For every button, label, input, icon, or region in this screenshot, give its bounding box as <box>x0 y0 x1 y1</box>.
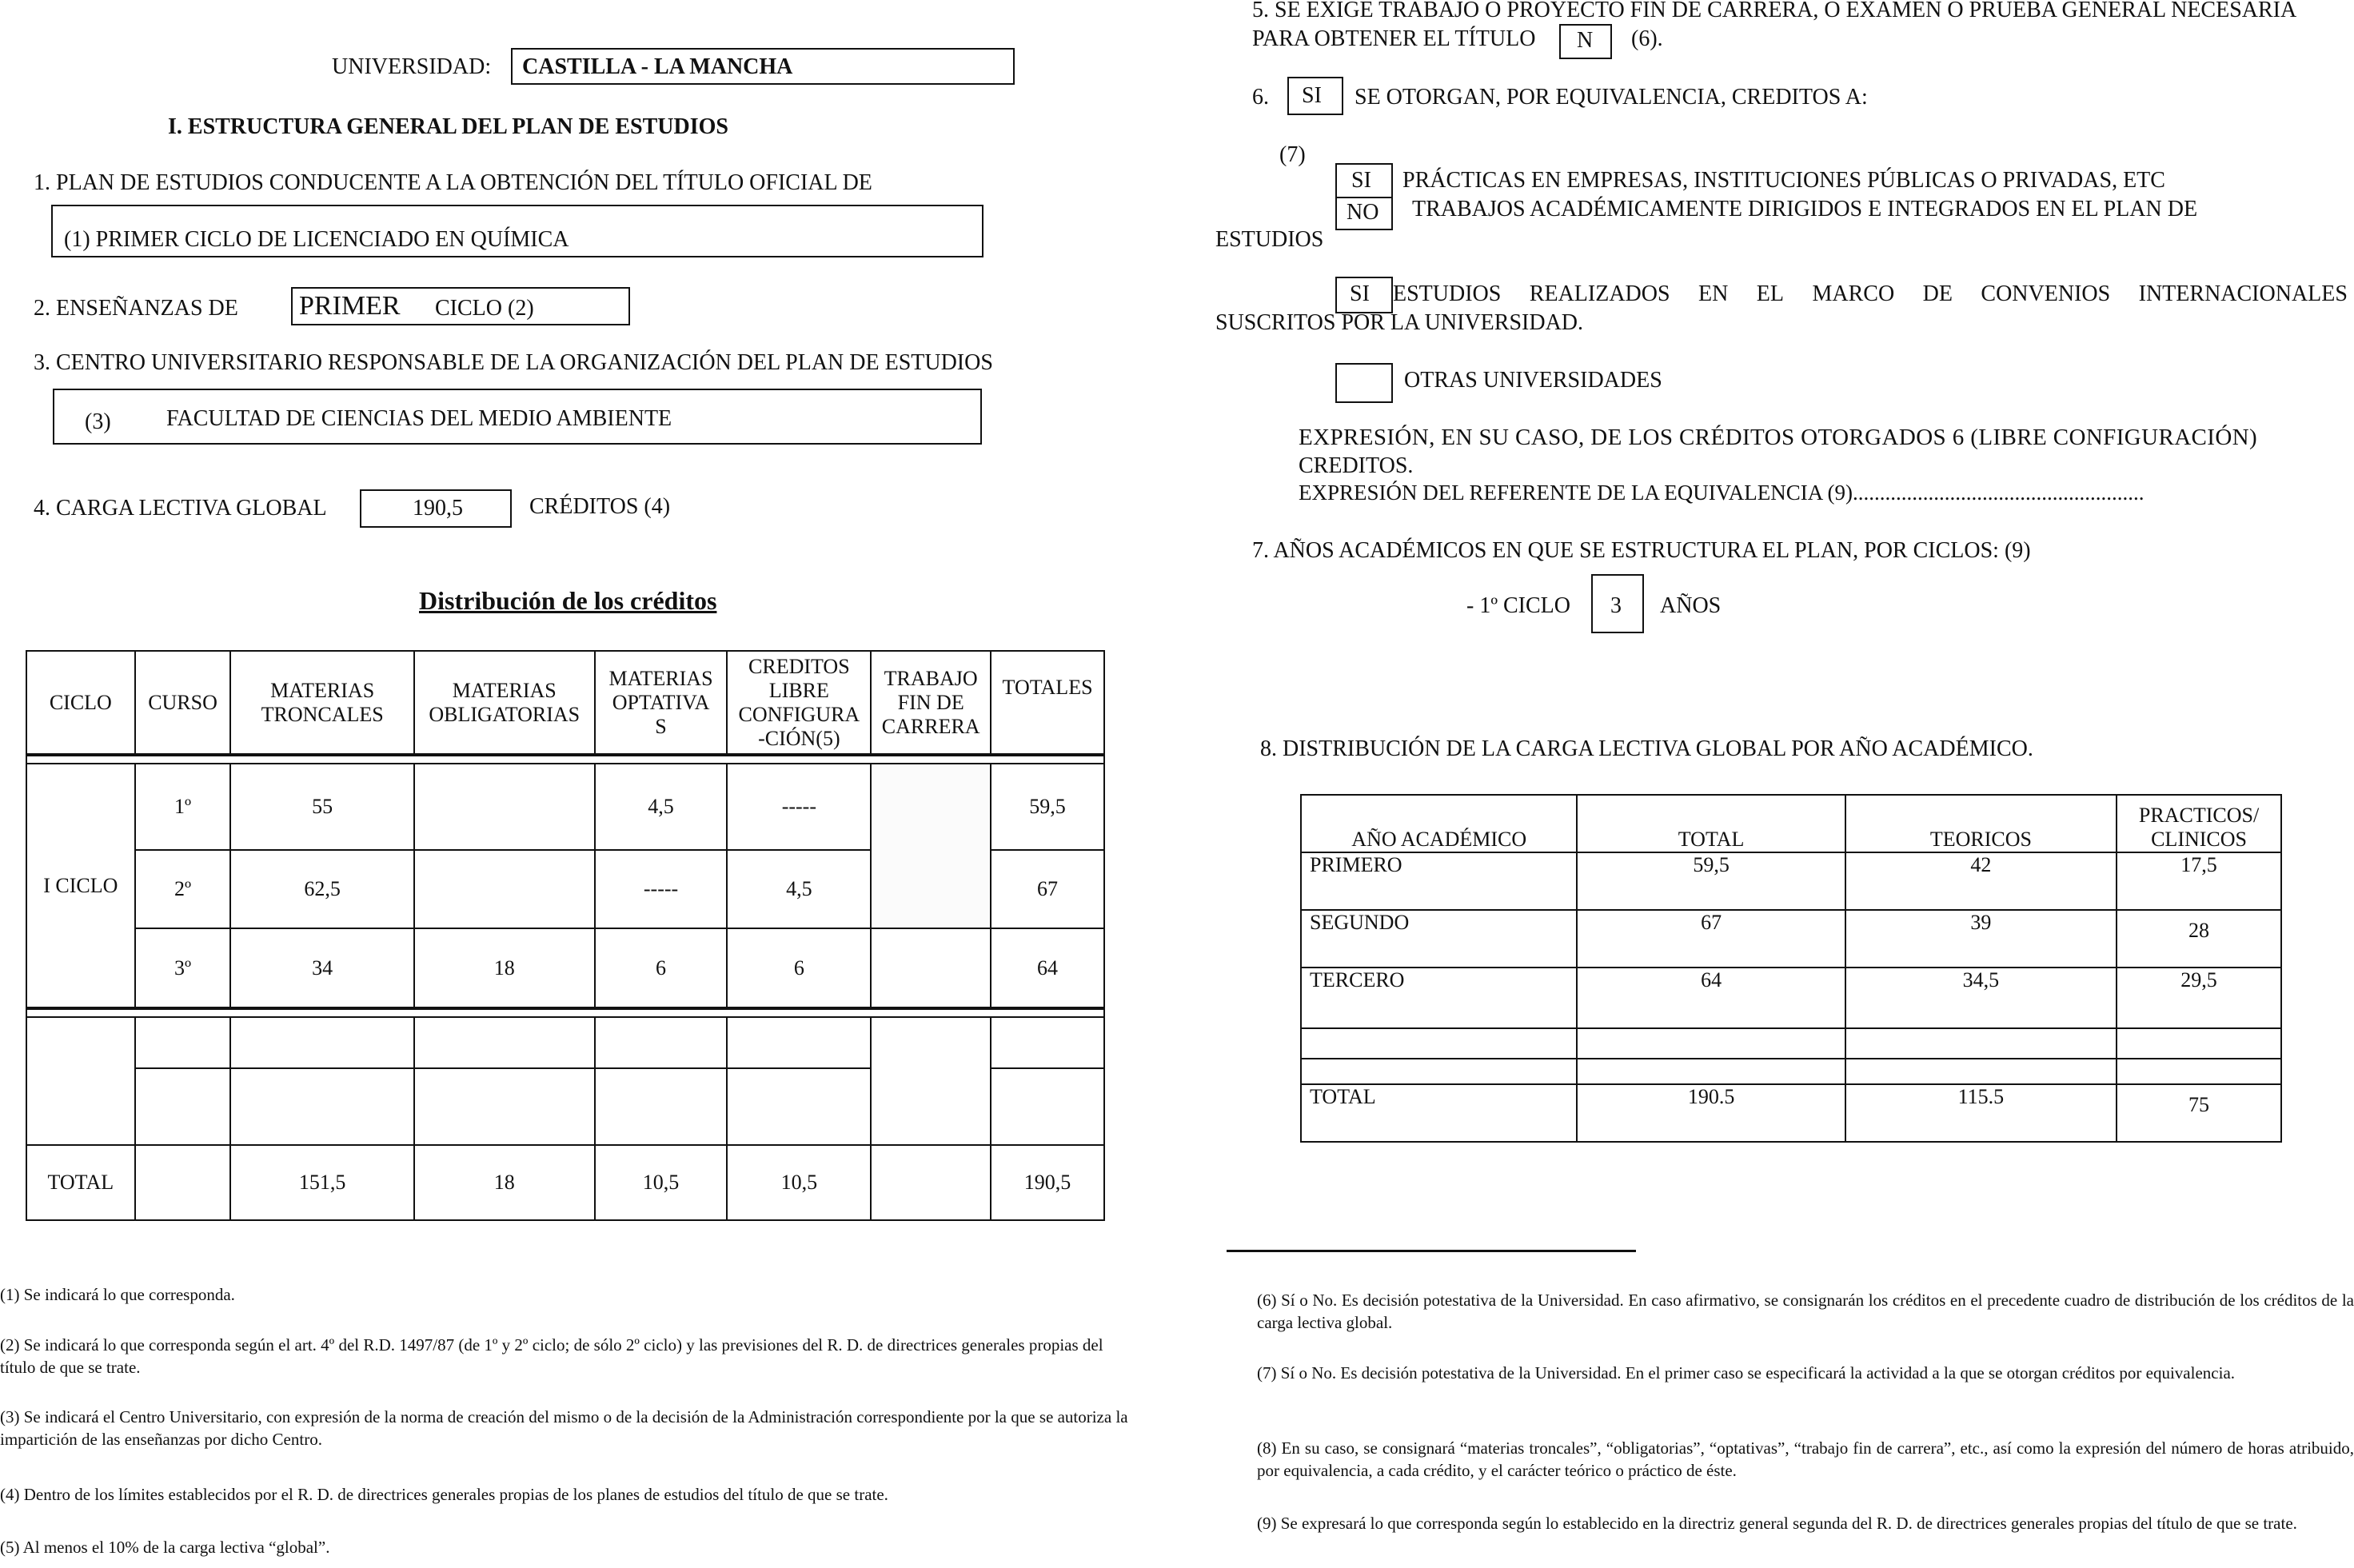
total-cell: 64 <box>1577 968 1845 1028</box>
option-practicas-text: PRÁCTICAS EN EMPRESAS, INSTITUCIONES PÚBLICAS O PRIVADAS, ETC <box>1402 168 2165 193</box>
obligatorias-cell: 18 <box>414 928 595 1008</box>
total-libre: 10,5 <box>727 1145 871 1220</box>
option-convenios-word: MARCO <box>1812 281 1895 306</box>
q2-label: 2. ENSEÑANZAS DE <box>34 296 238 321</box>
footnote-7: (7) Sí o No. Es decisión potestativa de la Universidad. En el primer caso se especificará la actividad a la que se otorgan créditos por equivalencia. <box>1257 1363 2236 1382</box>
q7-suffix: AÑOS <box>1660 593 1722 618</box>
header-libre-configuracion: CREDITOS LIBRE CONFIGURA -CIÓN(5) <box>727 651 871 755</box>
footnote-4: (4) Dentro de los límites establecidos por el R. D. de directrices generales propias de los planes de estudios del título de que se trate. <box>0 1485 888 1504</box>
q7-label: 7. AÑOS ACADÉMICOS EN QUE SE ESTRUCTURA EL PLAN, POR CICLOS: (9) <box>1252 538 2031 563</box>
footnote-3: (3) Se indicará el Centro Universitario, con expresión de la norma de creación del mismo o de la decisión de la Administración correspondiente por la que se autoriza la impartición de las enseñanzas por dicho Centro. <box>0 1407 1128 1449</box>
q6-label: SE OTORGAN, POR EQUIVALENCIA, CREDITOS A: <box>1355 85 1868 110</box>
footnote-divider <box>1227 1250 1636 1252</box>
total-teoricos: 115.5 <box>1845 1084 2117 1142</box>
table-row-empty <box>1301 1059 2281 1084</box>
q6-field[interactable] <box>1287 77 1343 115</box>
q7-ciclo: - 1º CICLO <box>1466 593 1571 618</box>
teoricos-cell: 39 <box>1845 910 2117 968</box>
table-header-row <box>26 651 1104 755</box>
libre-cell: ----- <box>727 764 871 850</box>
total-troncales: 151,5 <box>230 1145 413 1220</box>
q5-value: N <box>1577 28 1594 53</box>
practicos-cell: 28 <box>2117 910 2281 968</box>
option-convenios-text <box>1393 281 2348 307</box>
distribution-title: Distribución de los créditos <box>419 586 717 615</box>
universidad-field[interactable] <box>511 48 1015 85</box>
ano-cell: TERCERO <box>1301 968 1577 1028</box>
q8-label: 8. DISTRIBUCIÓN DE LA CARGA LECTIVA GLOBAL POR AÑO ACADÉMICO. <box>1260 736 2033 761</box>
option-convenios-word: DE <box>1922 281 1953 306</box>
q2-suffix: CICLO (2) <box>435 296 534 321</box>
total-total: 190.5 <box>1577 1084 1845 1142</box>
header-practicos: PRACTICOS/ CLINICOS <box>2117 795 2281 852</box>
trabajo-fin-cell <box>871 928 991 1008</box>
optativas-cell: 6 <box>595 928 728 1008</box>
q6-num: 6. <box>1252 85 1269 110</box>
total-cell: 59,5 <box>1577 852 1845 910</box>
ano-cell: SEGUNDO <box>1301 910 1577 968</box>
q4-field[interactable] <box>360 489 512 528</box>
option-otras-text: OTRAS UNIVERSIDADES <box>1404 368 1662 393</box>
total-optativas: 10,5 <box>595 1145 728 1220</box>
ciclo-cell: I CICLO <box>26 764 135 1008</box>
obligatorias-cell <box>414 764 595 850</box>
option-convenios-word: EL <box>1756 281 1785 306</box>
q5-line1: 5. SE EXIGE TRABAJO O PROYECTO FIN DE CARRERA, O EXAMEN O PRUEBA GENERAL NECESARIA <box>1252 0 2297 22</box>
trabajo-fin-cell <box>871 764 991 928</box>
total-cell: 67 <box>1577 910 1845 968</box>
q3-field[interactable] <box>53 389 982 445</box>
curso-cell: 2º <box>135 850 231 928</box>
libre-cell: 4,5 <box>727 850 871 928</box>
option-convenios-word: INTERNACIONALES <box>2138 281 2348 306</box>
option-convenios-value: SI <box>1350 281 1370 306</box>
q4-suffix: CRÉDITOS (4) <box>529 494 671 519</box>
q5-field[interactable] <box>1559 24 1612 59</box>
q3-label: 3. CENTRO UNIVERSITARIO RESPONSABLE DE LA ORGANIZACIÓN DEL PLAN DE ESTUDIOS <box>34 350 993 375</box>
option-convenios-cont: SUSCRITOS POR LA UNIVERSIDAD. <box>1215 310 1584 335</box>
option-otras-field[interactable] <box>1335 363 1393 403</box>
q5-note: (6). <box>1631 26 1663 51</box>
option-trabajos-field[interactable] <box>1335 197 1393 230</box>
header-teoricos: TEORICOS <box>1845 795 2117 852</box>
table-header-row <box>1301 795 2281 852</box>
credits-distribution-table <box>26 650 1105 1221</box>
optativas-cell: ----- <box>595 850 728 928</box>
header-total: TOTAL <box>1577 795 1845 852</box>
table-row <box>26 928 1104 1008</box>
practicos-cell: 17,5 <box>2117 852 2281 910</box>
troncales-cell: 62,5 <box>230 850 413 928</box>
expresion-referente: EXPRESIÓN DEL REFERENTE DE LA EQUIVALENCIA (9)...................................................... <box>1299 481 2145 505</box>
table-row <box>1301 910 2281 968</box>
universidad-value: CASTILLA - LA MANCHA <box>522 54 793 79</box>
header-curso: CURSO <box>135 651 231 755</box>
total-totales: 190,5 <box>991 1145 1104 1220</box>
option-practicas-field[interactable] <box>1335 163 1393 198</box>
header-totales: TOTALES <box>991 651 1104 755</box>
q5-line2: PARA OBTENER EL TÍTULO <box>1252 26 1536 51</box>
expresion-creditos-cont: CREDITOS. <box>1299 453 1414 478</box>
q4-label: 4. CARGA LECTIVA GLOBAL <box>34 496 327 521</box>
q6-ref: (7) <box>1279 142 1306 167</box>
footnote-6: (6) Sí o No. Es decisión potestativa de la Universidad. En caso afirmativo, se consignarán los créditos en el precedente cuadro de distribución de los créditos de la carga lectiva global. <box>1257 1291 2354 1332</box>
table-row <box>1301 968 2281 1028</box>
troncales-cell: 34 <box>230 928 413 1008</box>
q3-num: (3) <box>85 409 111 434</box>
footnote-1: (1) Se indicará lo que corresponda. <box>0 1285 235 1304</box>
total-label: TOTAL <box>1301 1084 1577 1142</box>
option-convenios-word: REALIZADOS <box>1529 281 1670 306</box>
teoricos-cell: 34,5 <box>1845 968 2117 1028</box>
footnote-5: (5) Al menos el 10% de la carga lectiva “global”. <box>0 1538 330 1557</box>
teoricos-cell: 42 <box>1845 852 2117 910</box>
q6-value: SI <box>1302 83 1322 108</box>
libre-cell: 6 <box>727 928 871 1008</box>
expresion-creditos: EXPRESIÓN, EN SU CASO, DE LOS CRÉDITOS OTORGADOS 6 (LIBRE CONFIGURACIÓN) <box>1299 425 2258 450</box>
universidad-label: UNIVERSIDAD: <box>332 54 492 79</box>
header-troncales: MATERIAS TRONCALES <box>230 651 413 755</box>
q1-field[interactable] <box>51 205 983 257</box>
total-curso <box>135 1145 231 1220</box>
footnote-8: (8) En su caso, se consignará “materias troncales”, “obligatorias”, “optativas”, “trabajo fin de carrera”, etc., así como la expresión del número de horas atribuido, por equivalencia, a cada crédito, y el carácter teórico o práctico de éste. <box>1257 1438 2354 1480</box>
option-practicas-value: SI <box>1351 168 1371 193</box>
total-practicos: 75 <box>2117 1084 2281 1142</box>
totales-cell: 64 <box>991 928 1104 1008</box>
q1-label: 1. PLAN DE ESTUDIOS CONDUCENTE A LA OBTENCIÓN DEL TÍTULO OFICIAL DE <box>34 170 872 195</box>
option-convenios-word: CONVENIOS <box>1981 281 2111 306</box>
table-row-empty <box>26 1017 1104 1068</box>
curso-cell: 3º <box>135 928 231 1008</box>
troncales-cell: 55 <box>230 764 413 850</box>
q4-value: 190,5 <box>413 496 463 521</box>
total-trabajo-fin <box>871 1145 991 1220</box>
totales-cell: 59,5 <box>991 764 1104 850</box>
year-distribution-table <box>1300 794 2282 1143</box>
header-ano-academico: AÑO ACADÉMICO <box>1301 795 1577 852</box>
total-obligatorias: 18 <box>414 1145 595 1220</box>
section-title: I. ESTRUCTURA GENERAL DEL PLAN DE ESTUDIOS <box>168 114 728 139</box>
option-trabajos-cont: ESTUDIOS <box>1215 227 1324 252</box>
optativas-cell: 4,5 <box>595 764 728 850</box>
option-convenios-word: ESTUDIOS <box>1393 281 1502 306</box>
option-trabajos-value: NO <box>1347 200 1379 225</box>
q1-value: (1) PRIMER CICLO DE LICENCIADO EN QUÍMICA <box>64 227 569 252</box>
curso-cell: 1º <box>135 764 231 850</box>
footnote-2: (2) Se indicará lo que corresponda según el art. 4º del R.D. 1497/87 (de 1º y 2º ciclo; de sólo 2º ciclo) y las previsiones del R. D. de directrices generales propias del título de que se trate. <box>0 1335 1103 1377</box>
table-row <box>26 764 1104 850</box>
ano-cell: PRIMERO <box>1301 852 1577 910</box>
table-row-empty <box>1301 1028 2281 1059</box>
practicos-cell: 29,5 <box>2117 968 2281 1028</box>
header-obligatorias: MATERIAS OBLIGATORIAS <box>414 651 595 755</box>
q7-value: 3 <box>1610 593 1622 618</box>
q7-field[interactable] <box>1591 574 1644 633</box>
option-convenios-field[interactable] <box>1335 277 1393 313</box>
totales-cell: 67 <box>991 850 1104 928</box>
total-label: TOTAL <box>26 1145 135 1220</box>
q3-value: FACULTAD DE CIENCIAS DEL MEDIO AMBIENTE <box>166 406 672 431</box>
header-trabajo-fin: TRABAJO FIN DE CARRERA <box>871 651 991 755</box>
option-trabajos-text: TRABAJOS ACADÉMICAMENTE DIRIGIDOS E INTEGRADOS EN EL PLAN DE <box>1412 197 2198 221</box>
option-convenios-word: EN <box>1698 281 1729 306</box>
table-total-row <box>1301 1084 2281 1142</box>
header-ciclo: CICLO <box>26 651 135 755</box>
footnote-9: (9) Se expresará lo que corresponda según lo establecido en la directriz general segunda del R. D. de directrices generales propias del título de que se trate. <box>1257 1514 2297 1533</box>
header-optativas: MATERIAS OPTATIVA S <box>595 651 728 755</box>
q2-value: PRIMER <box>299 291 401 321</box>
table-total-row <box>26 1145 1104 1220</box>
obligatorias-cell <box>414 850 595 928</box>
q2-field[interactable] <box>291 287 630 325</box>
table-row <box>1301 852 2281 910</box>
